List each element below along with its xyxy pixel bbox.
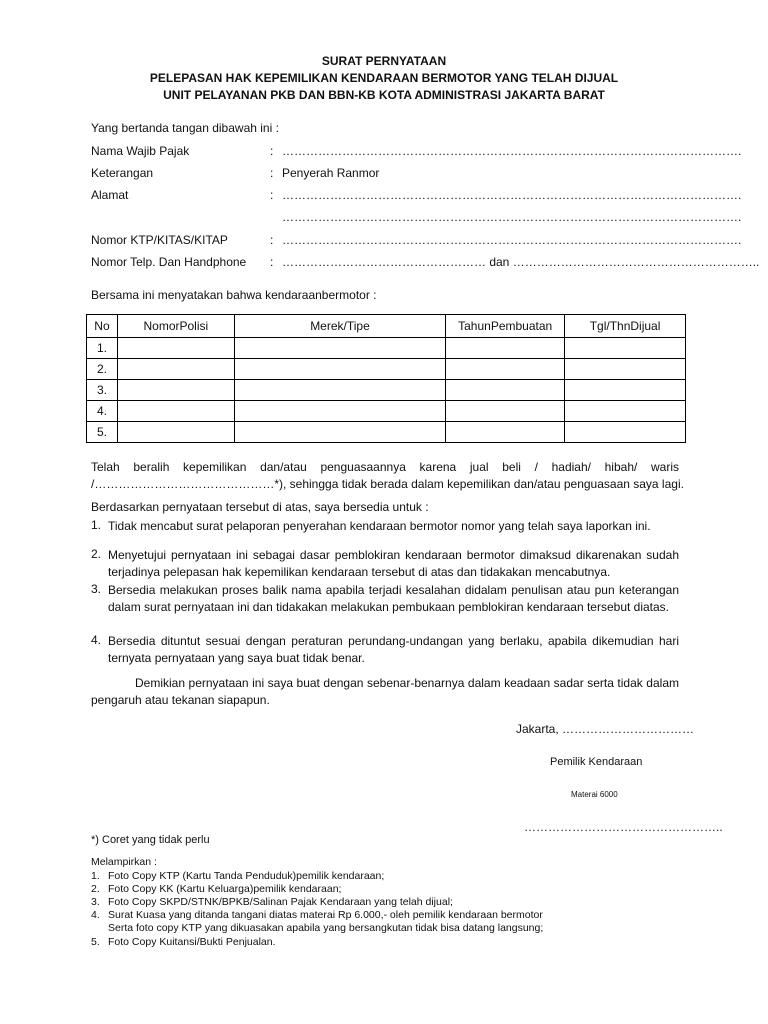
attachments-intro: Melampirkan :: [91, 856, 157, 868]
table-cell: [446, 422, 565, 443]
transfer-line-1: Telah beralih kepemilikan dan/atau penguasaannya karena jual beli / hadiah/ hibah/ waris: [91, 460, 679, 474]
table-row: [87, 359, 686, 380]
table-cell: [234, 338, 445, 359]
nama-field: …………………………………………………………………………………………………….: [282, 144, 742, 158]
attachment-number: 1.: [91, 870, 100, 882]
header-tgl-dijual: Tgl/ThnDijual: [565, 315, 686, 338]
commitment-item: Bersedia melakukan proses balik nama apabila terjadi kesalahan didalam penulisan atau pun keterangan dalam surat pernyataan ini dan tidakakan melakukan pembukaan pemblokiran kendaraan tersebut diatas.: [108, 583, 679, 614]
table-row: [87, 422, 686, 443]
table-cell: [565, 380, 686, 401]
colon: :: [270, 144, 274, 158]
closing-paragraph: Demikian pernyataan ini saya buat dengan sebenar-benarnya dalam keadaan sadar serta tidak dalam pengaruh atau tekanan siapapun.: [91, 676, 679, 707]
table-cell: [234, 359, 445, 380]
table-cell: [446, 359, 565, 380]
attachment-number: 4.: [91, 909, 100, 921]
colon: :: [270, 233, 274, 247]
attachment-item-continued: Serta foto copy KTP yang dikuasakan apabila yang bersangkutan tidak bisa datang langsung;: [108, 922, 544, 934]
table-row: [87, 401, 686, 422]
table-cell: [446, 338, 565, 359]
table-cell: [565, 359, 686, 380]
table-row: [87, 380, 686, 401]
header-nomor-polisi: NomorPolisi: [117, 315, 234, 338]
colon: :: [270, 188, 274, 202]
commitment-item: Bersedia dituntut sesuai dengan peraturan perundang-undangan yang berlaku, apabila dikemudian hari ternyata pernyataan yang saya buat tidak benar.: [108, 634, 679, 665]
header-tahun-pembuatan: TahunPembuatan: [446, 315, 565, 338]
row-number: 3.: [87, 380, 118, 401]
attachment-number: 5.: [91, 936, 100, 948]
row-number: 1.: [87, 338, 118, 359]
table-cell: [117, 380, 234, 401]
document-subtitle: PELEPASAN HAK KEPEMILIKAN KENDARAAN BERMOTOR YANG TELAH DIJUAL: [149, 71, 619, 85]
commitment-number: 3.: [91, 582, 102, 596]
commitment-intro: Berdasarkan pernyataan tersebut di atas, saya bersedia untuk :: [91, 500, 429, 514]
attachment-item: Surat Kuasa yang ditanda tangani diatas materai Rp 6.000,- oleh pemilik kendaraan bermotor: [108, 909, 543, 921]
table-cell: [234, 380, 445, 401]
attachment-item: Foto Copy KK (Kartu Keluarga)pemilik kendaraan;: [108, 883, 342, 895]
colon: :: [270, 255, 274, 269]
attachment-item: Foto Copy KTP (Kartu Tanda Penduduk)pemilik kendaraan;: [108, 870, 385, 882]
transfer-line-2: /………………………………………*), sehingga tidak berada dalam kepemilikan dan/atau penguasaan saya lagi.: [91, 477, 684, 491]
table-cell: [565, 338, 686, 359]
attachment-number: 3.: [91, 896, 100, 908]
materai-stamp: Materai 6000: [571, 790, 618, 799]
table-cell: [565, 401, 686, 422]
table-cell: [234, 401, 445, 422]
table-cell: [446, 401, 565, 422]
table-cell: [446, 380, 565, 401]
commitment-number: 2.: [91, 547, 102, 561]
keterangan-label: Keterangan: [91, 166, 154, 180]
commitment-number: 4.: [91, 633, 102, 647]
document-unit: UNIT PELAYANAN PKB DAN BBN-KB KOTA ADMINISTRASI JAKARTA BARAT: [163, 88, 605, 102]
telp-label: Nomor Telp. Dan Handphone: [91, 255, 247, 269]
table-cell: [234, 422, 445, 443]
attachment-item: Foto Copy Kuitansi/Bukti Penjualan.: [108, 936, 276, 948]
place-date: Jakarta, ……………………………: [516, 722, 695, 736]
commitment-item: Menyetujui pernyataan ini sebagai dasar pemblokiran kendaraan bermotor dimaksud dikarenakan sudah terjadinya pelepasan hak kepemilikan kendaraan tersebut di atas dan tidakakan mencabutnya.: [108, 548, 679, 579]
alamat-label: Alamat: [91, 188, 129, 202]
table-header-row: [87, 315, 686, 338]
attachment-number: 2.: [91, 883, 100, 895]
commitment-item: Tidak mencabut surat pelaporan penyerahan kendaraan bermotor nomor yang telah saya laporkan ini.: [108, 519, 651, 533]
intro-text: Yang bertanda tangan dibawah ini :: [91, 121, 279, 135]
table-row: [87, 338, 686, 359]
colon: :: [270, 166, 274, 180]
header-no: No: [87, 315, 118, 338]
ktp-field: …………………………………………………………………………………………………….: [282, 233, 742, 247]
vehicle-table: [86, 314, 686, 443]
table-cell: [117, 338, 234, 359]
table-cell: [565, 422, 686, 443]
signature-line: …………………………………………..: [524, 820, 723, 834]
telp-field: …………………………………………… dan ……………………………………………………..: [282, 255, 760, 269]
attachment-item: Foto Copy SKPD/STNK/BPKB/Salinan Pajak Kendaraan yang telah dijual;: [108, 896, 453, 908]
document-title: SURAT PERNYATAAN: [321, 54, 447, 68]
row-number: 5.: [87, 422, 118, 443]
row-number: 4.: [87, 401, 118, 422]
ktp-label: Nomor KTP/KITAS/KITAP: [91, 233, 228, 247]
alamat-field-1: …………………………………………………………………………………………………….: [282, 188, 742, 202]
table-cell: [117, 422, 234, 443]
table-cell: [117, 401, 234, 422]
table-cell: [117, 359, 234, 380]
commitment-number: 1.: [91, 518, 102, 532]
nama-label: Nama Wajib Pajak: [91, 144, 190, 158]
keterangan-value: Penyerah Ranmor: [282, 166, 380, 180]
header-merek-tipe: Merek/Tipe: [234, 315, 445, 338]
signature-role: Pemilik Kendaraan: [550, 756, 643, 768]
footnote: *) Coret yang tidak perlu: [91, 834, 210, 846]
alamat-field-2: …………………………………………………………………………………………………….: [282, 210, 742, 224]
row-number: 2.: [87, 359, 118, 380]
statement-intro: Bersama ini menyatakan bahwa kendaraanbermotor :: [91, 288, 377, 302]
